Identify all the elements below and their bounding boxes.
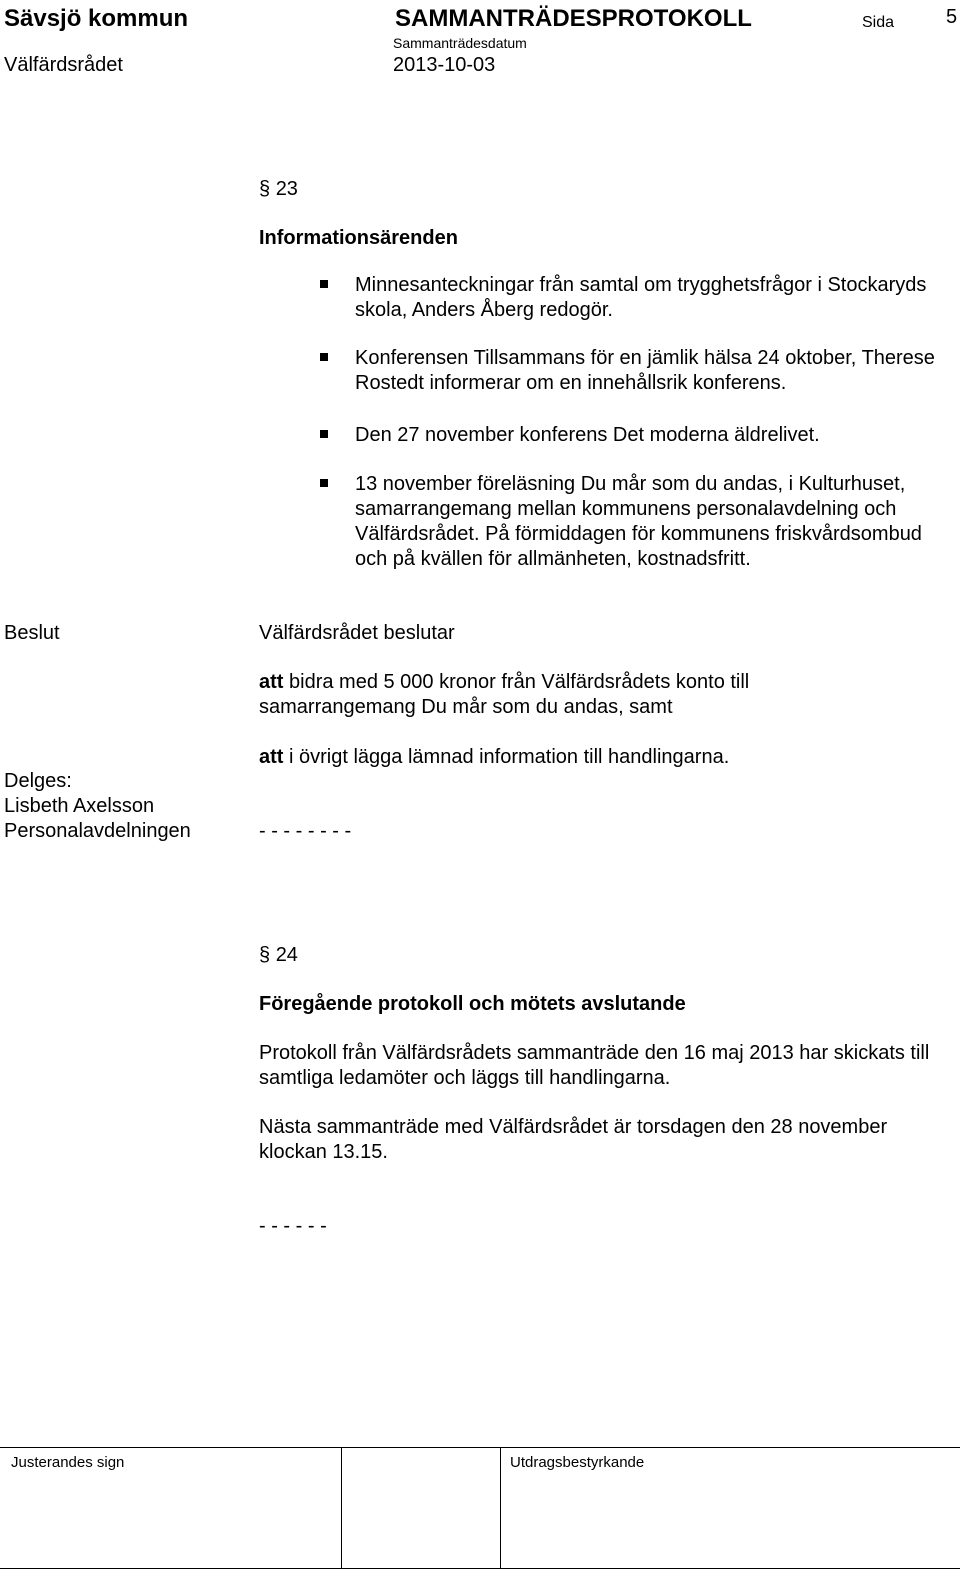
page-label: Sida — [862, 14, 895, 31]
document-type: SAMMANTRÄDESPROTOKOLL — [395, 5, 752, 32]
bullet-icon — [320, 280, 328, 288]
beslut-intro: Välfärdsrådet beslutar — [259, 622, 455, 644]
section-title: Föregående protokoll och mötets avslutande — [259, 993, 686, 1015]
section-title: Informationsärenden — [259, 227, 458, 249]
beslut-label: Beslut — [4, 622, 60, 644]
bullet-icon — [320, 353, 328, 361]
page-number: 5 — [946, 6, 958, 28]
decision-1: att bidra med 5 000 kronor från Välfärdsrådets konto till samarrangemang Du mår som du andas, samt — [259, 671, 750, 718]
section-number-23: § 23 — [259, 178, 298, 200]
paragraph-sign: § — [259, 944, 276, 966]
date-label: Sammanträdesdatum — [393, 35, 527, 51]
bullet-icon — [320, 430, 328, 438]
paragraph: Protokoll från Välfärdsrådets sammanträde den 16 maj 2013 har skickats till samtliga ledamöter och läggs till handlingarna. — [259, 1042, 930, 1089]
section-separator: - - - - - - — [259, 1215, 327, 1237]
signature-box — [340, 1447, 501, 1569]
committee-name: Välfärdsrådet — [4, 54, 123, 76]
bullet-icon — [320, 479, 328, 487]
meeting-date: 2013-10-03 — [393, 54, 496, 76]
paragraph: Nästa sammanträde med Välfärdsrådet är torsdagen den 28 november klockan 13.15. — [259, 1116, 888, 1163]
municipality-name: Sävsjö kommun — [4, 5, 189, 32]
paragraph-sign: § — [259, 178, 276, 200]
section-separator: - - - - - - - - — [259, 820, 352, 842]
decision-2: att i övrigt lägga lämnad information till handlingarna. — [259, 746, 730, 768]
delges-department: Personalavdelningen — [4, 820, 191, 842]
sign-label: Justerandes sign — [11, 1454, 125, 1471]
extract-label: Utdragsbestyrkande — [510, 1454, 645, 1471]
section-number-24: § 24 — [259, 944, 298, 966]
delges-label: Delges: — [4, 770, 72, 792]
delges-person: Lisbeth Axelsson — [4, 795, 155, 817]
